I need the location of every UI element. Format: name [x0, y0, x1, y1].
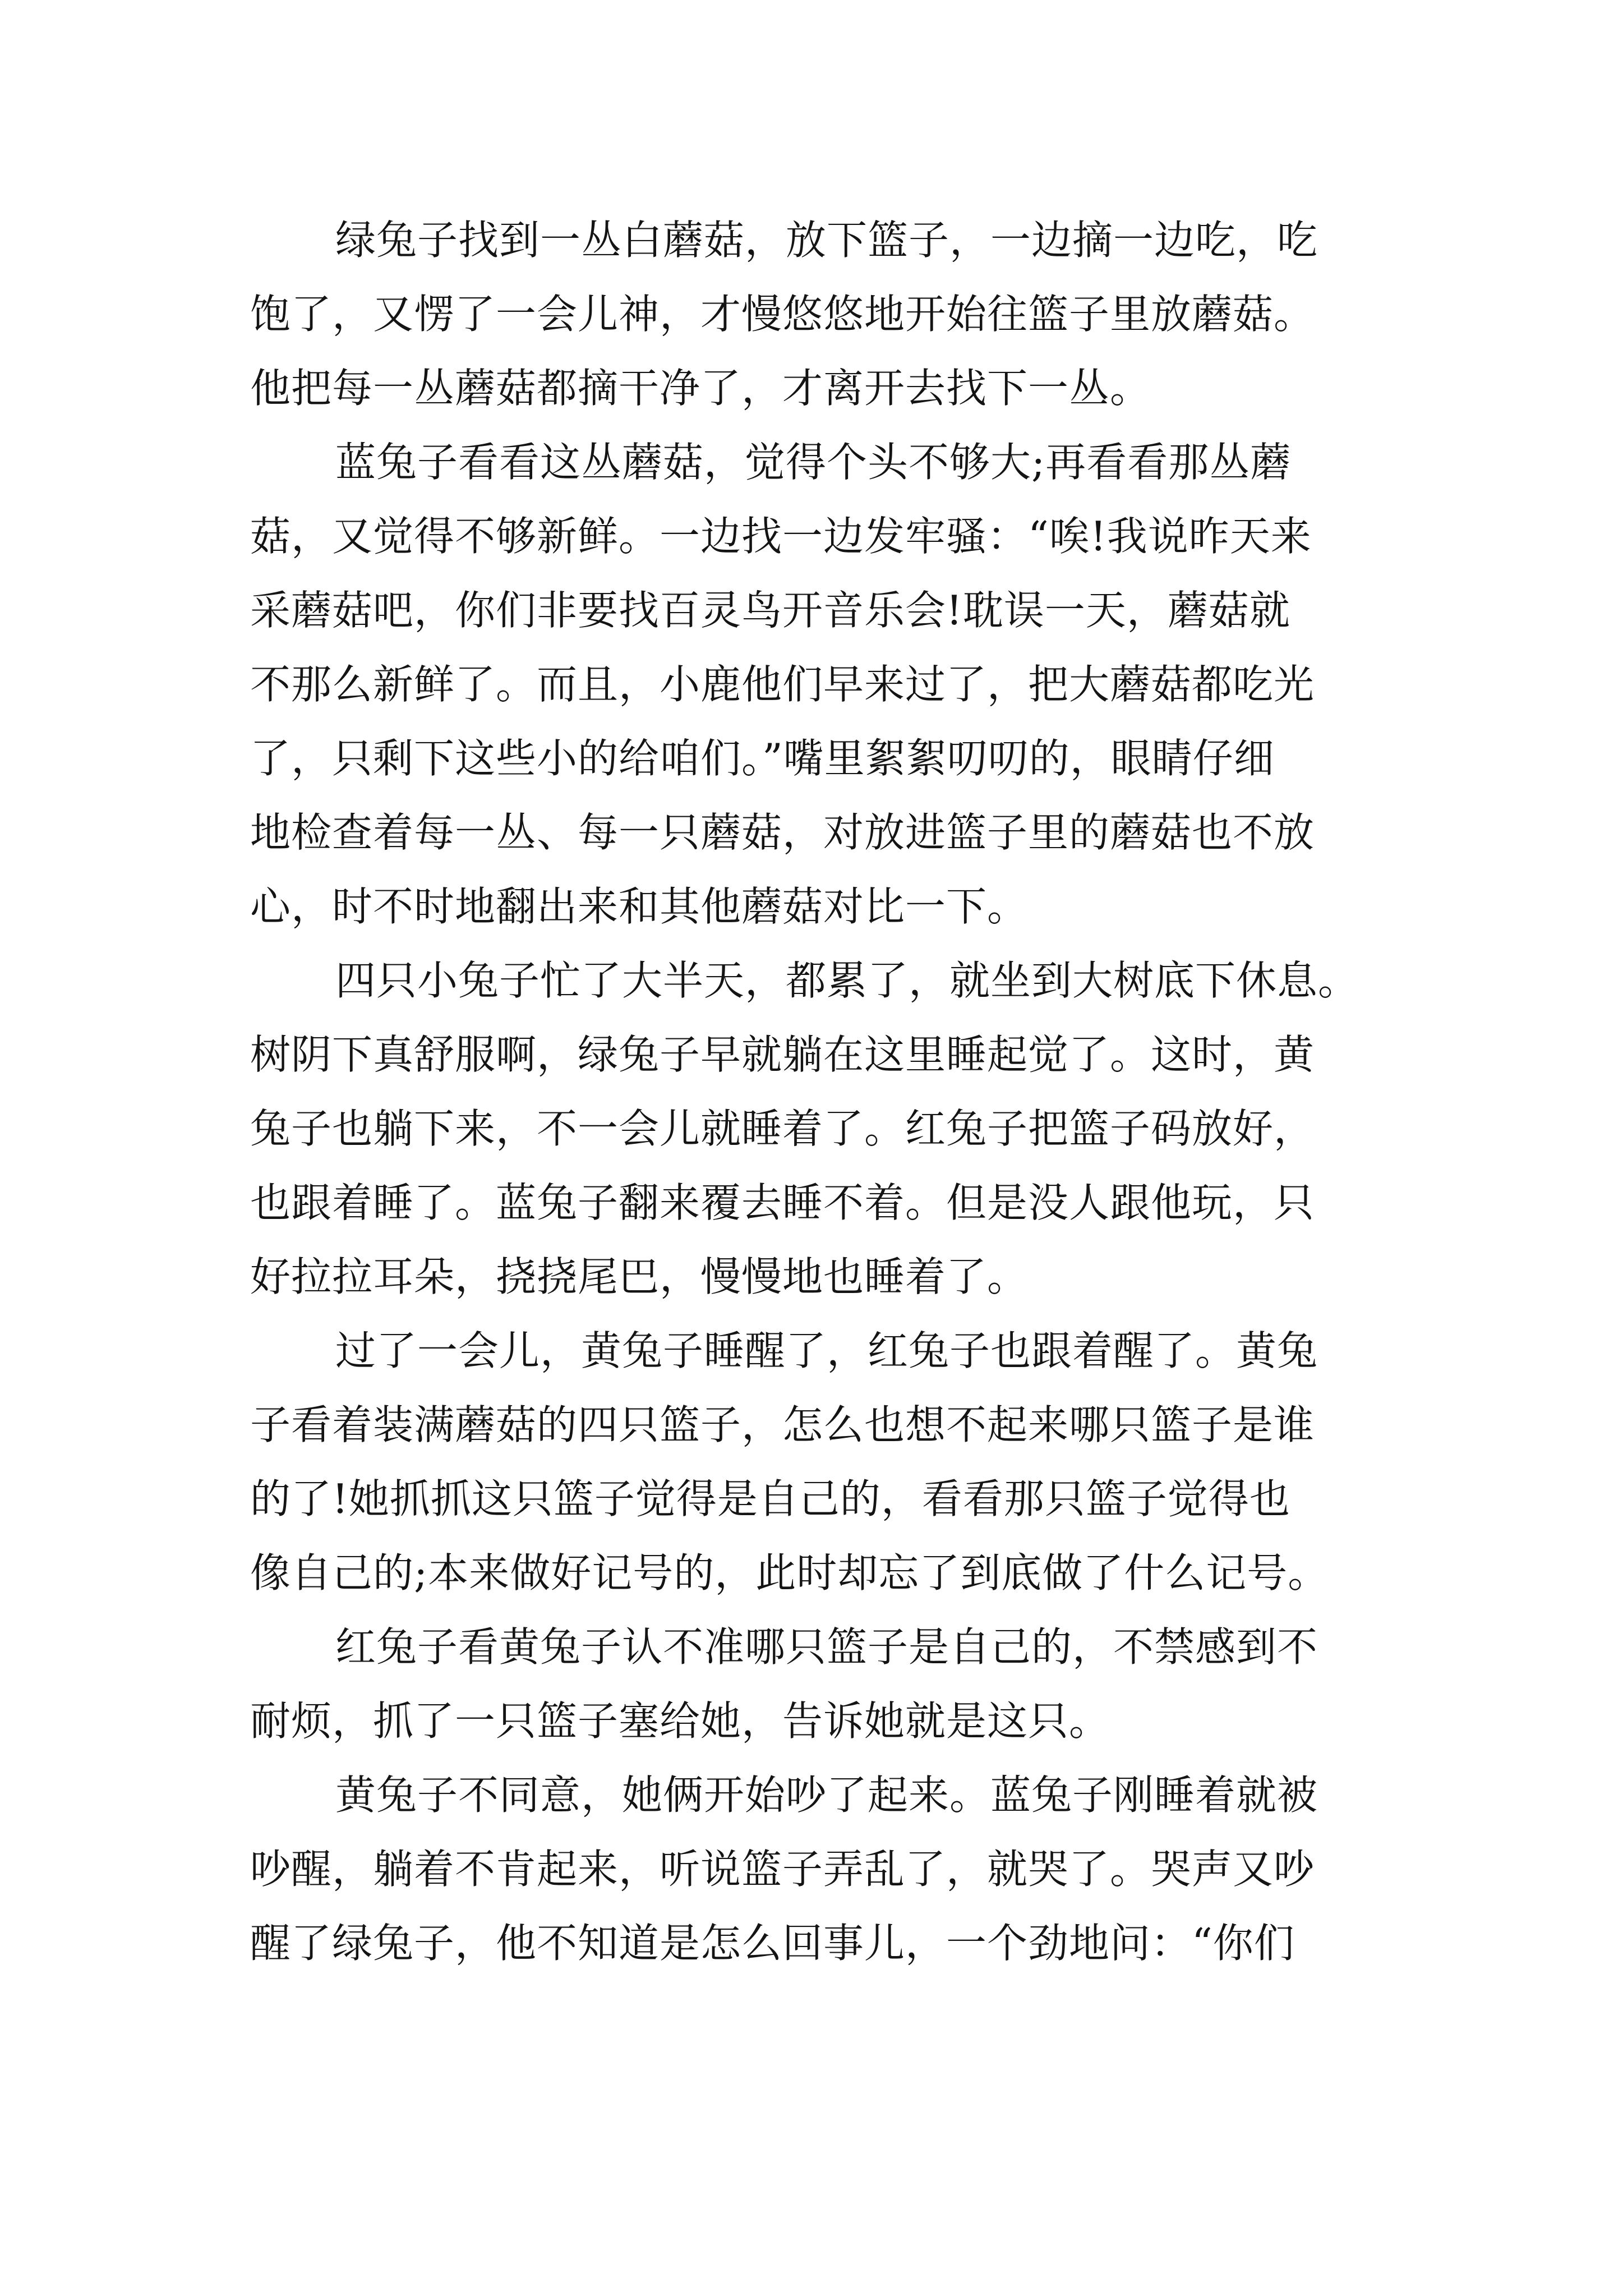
paragraph: [250, 203, 1383, 425]
text-line: 耐烦，抓了一只篮子塞给她，告诉她就是这只。: [250, 1697, 1110, 1745]
text-line: 绿兔子找到一丛白蘑菇，放下篮子，一边摘一边吃，吃: [335, 217, 1318, 264]
text-line: 了，只剩下这些小的给咱们。”嘴里絮絮叨叨的，眼睛仔细: [250, 735, 1275, 782]
text-line: 兔子也躺下来，不一会儿就睡着了。红兔子把篮子码放好，: [250, 1105, 1315, 1152]
paragraph: [250, 1610, 1383, 1758]
text-line: 的了!她抓抓这只篮子觉得是自己的，看看那只篮子觉得也: [250, 1475, 1290, 1522]
text-line: 黄兔子不同意，她俩开始吵了起来。蓝兔子刚睡着就被: [335, 1772, 1318, 1819]
text-line: 过了一会儿，黄兔子睡醒了，红兔子也跟着醒了。黄兔: [335, 1327, 1318, 1374]
paragraph: [250, 1758, 1383, 1980]
document-body: [250, 203, 1383, 1980]
text-line: 子看着装满蘑菇的四只篮子，怎么也想不起来哪只篮子是谁: [250, 1401, 1315, 1448]
text-line: 像自己的;本来做好记号的，此时却忘了到底做了什么记号。: [250, 1549, 1329, 1596]
text-line: 红兔子看黄兔子认不准哪只篮子是自己的，不禁感到不: [335, 1623, 1318, 1671]
text-line: 心，时不时地翻出来和其他蘑菇对比一下。: [250, 883, 1029, 930]
text-line: 不那么新鲜了。而且，小鹿他们早来过了，把大蘑菇都吃光: [250, 661, 1315, 708]
text-line: 四只小兔子忙了大半天，都累了，就坐到大树底下休息。: [335, 957, 1359, 1004]
text-line: 蓝兔子看看这丛蘑菇，觉得个头不够大;再看看那丛蘑: [335, 439, 1292, 486]
text-line: 地检查着每一丛、每一只蘑菇，对放进篮子里的蘑菇也不放: [250, 809, 1315, 856]
text-line: 菇，又觉得不够新鲜。一边找一边发牢骚：“唉!我说昨天来: [250, 513, 1312, 560]
text-line: 他把每一丛蘑菇都摘干净了，才离开去找下一丛。: [250, 365, 1151, 412]
text-line: 采蘑菇吧，你们非要找百灵鸟开音乐会!耽误一天，蘑菇就: [250, 587, 1290, 634]
paragraph: [250, 944, 1383, 1314]
text-line: 树阴下真舒服啊，绿兔子早就躺在这里睡起觉了。这时，黄: [250, 1031, 1315, 1078]
text-line: 饱了，又愣了一会儿神，才慢悠悠地开始往篮子里放蘑菇。: [250, 291, 1315, 338]
text-line: 吵醒，躺着不肯起来，听说篮子弄乱了，就哭了。哭声又吵: [250, 1846, 1315, 1893]
paragraph: [250, 425, 1383, 944]
paragraph: [250, 1314, 1383, 1610]
text-line: 醒了绿兔子，他不知道是怎么回事儿，一个劲地问：“你们: [250, 1920, 1295, 1967]
text-line: 也跟着睡了。蓝兔子翻来覆去睡不着。但是没人跟他玩，只: [250, 1179, 1315, 1226]
text-line: 好拉拉耳朵，挠挠尾巴，慢慢地也睡着了。: [250, 1253, 1029, 1300]
